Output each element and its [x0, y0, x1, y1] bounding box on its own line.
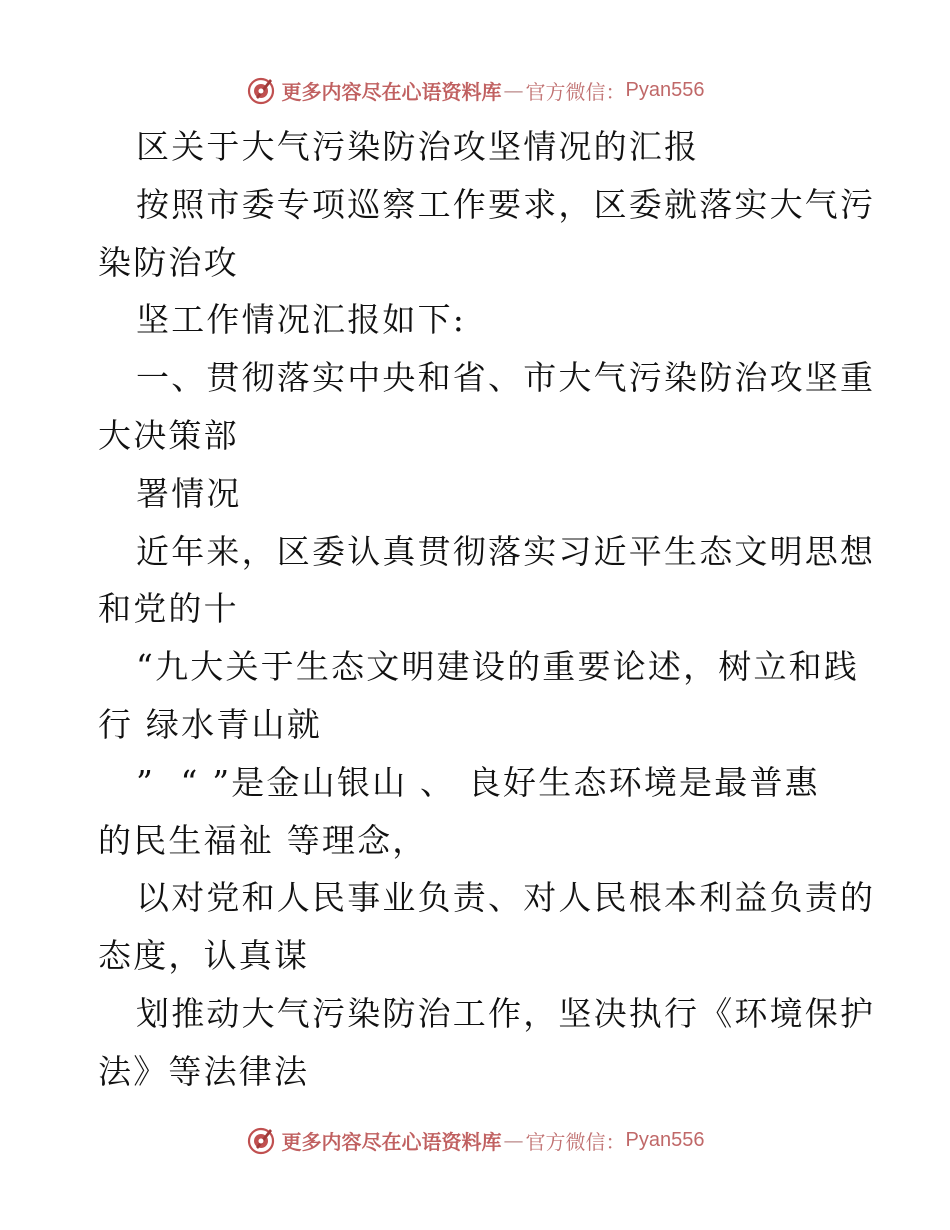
- banner-dash: —: [503, 1128, 524, 1152]
- text-line: 大决策部: [98, 415, 239, 455]
- banner-wechat-label: 官方微信：: [525, 1129, 626, 1154]
- footer-banner: [0, 1123, 950, 1157]
- text-line: 行 绿水青山就: [98, 704, 322, 744]
- banner-main-text: 更多内容尽在心语资料库: [281, 79, 502, 104]
- banner-main-text: 更多内容尽在心语资料库: [281, 1129, 502, 1154]
- text-line: “九大关于生态文明建设的重要论述，树立和践: [136, 647, 860, 687]
- header-banner: [0, 73, 950, 107]
- text-line: ” “ ”是金山银山 、 良好生态环境是最普惠: [136, 762, 820, 802]
- banner-text: [282, 1126, 705, 1155]
- banner-text: [282, 76, 705, 105]
- text-line: 按照市委专项巡察工作要求，区委就落实大气污: [136, 184, 876, 224]
- text-line: 坚工作情况汇报如下:: [136, 300, 467, 340]
- banner-wechat-id: Pyan556: [625, 78, 705, 101]
- text-line: 的民生福祉 等理念，: [98, 820, 428, 860]
- text-line: 划推动大气污染防治工作，坚决执行《环境保护: [136, 993, 876, 1033]
- text-line: 一、贯彻落实中央和省、市大气污染防治攻坚重: [136, 358, 876, 398]
- banner-wechat-label: 官方微信：: [525, 79, 626, 104]
- text-line: 近年来，区委认真贯彻落实习近平生态文明思想: [136, 531, 876, 571]
- text-line: 和党的十: [98, 589, 239, 629]
- text-line: 法》等法律法: [98, 1051, 310, 1091]
- text-line: 以对党和人民事业负责、对人民根本利益负责的: [136, 878, 876, 918]
- quill-seal-icon: [246, 1125, 276, 1155]
- banner-wechat-id: Pyan556: [625, 1128, 705, 1151]
- text-line: 态度，认真谋: [98, 936, 310, 976]
- text-line: 染防治攻: [98, 242, 239, 282]
- text-line: 署情况: [136, 473, 242, 513]
- document-body: [98, 118, 876, 1101]
- text-line: 区关于大气污染防治攻坚情况的汇报: [136, 127, 700, 166]
- banner-dash: —: [503, 78, 524, 102]
- quill-seal-icon: [246, 75, 276, 105]
